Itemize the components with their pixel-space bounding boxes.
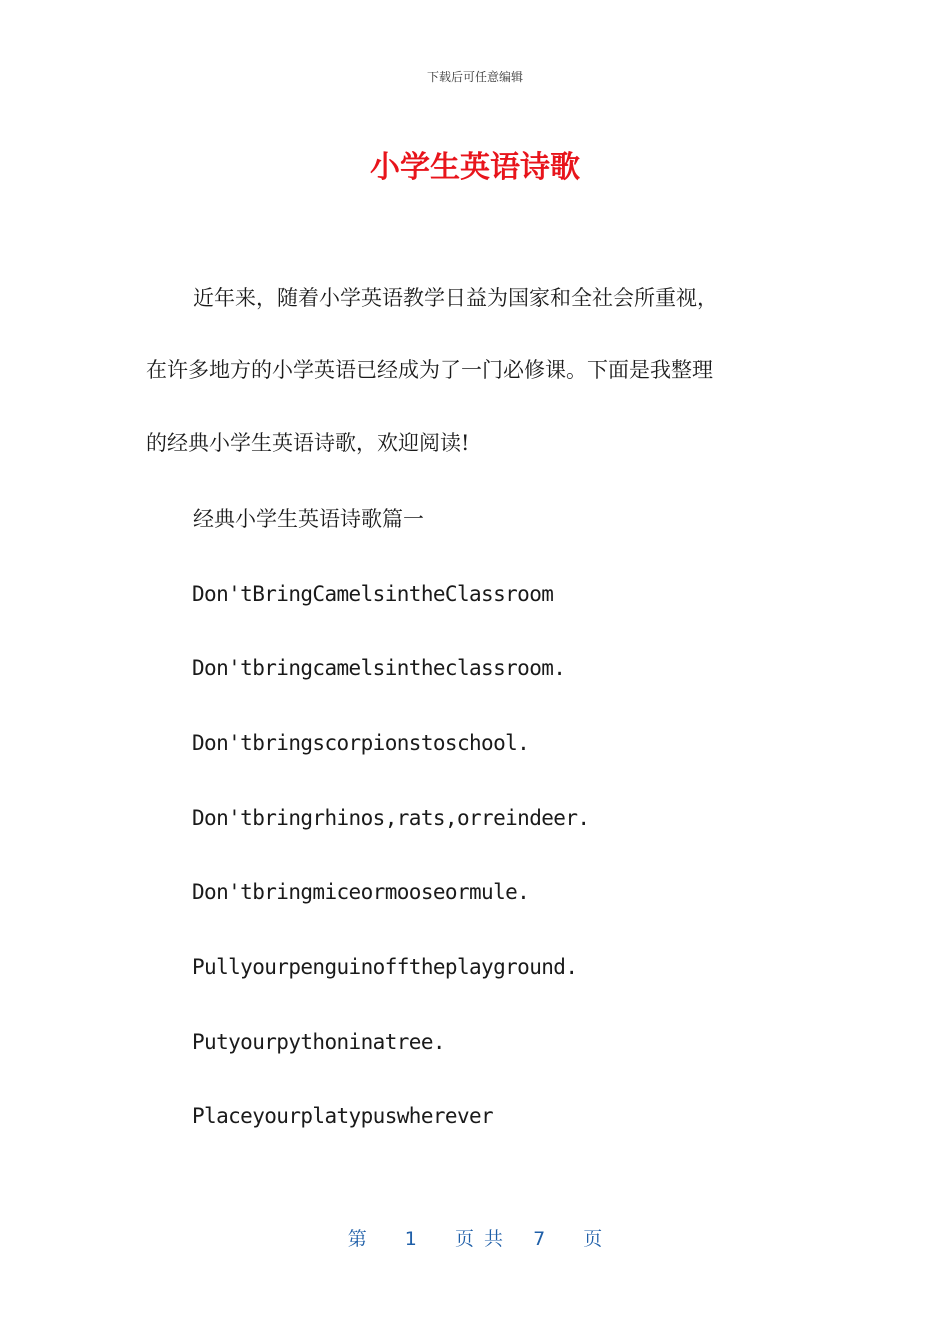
- intro-line-3: 的经典小学生英语诗歌，欢迎阅读!: [146, 431, 470, 455]
- page-total-number: 7: [533, 1228, 546, 1250]
- intro-line-2: 在许多地方的小学英语已经成为了一门必修课。下面是我整理: [146, 358, 713, 382]
- page-label-suffix: 页: [583, 1228, 603, 1250]
- poem-line: Don'tbringmiceormooseormule.: [192, 880, 530, 904]
- poem-line: Don'tBringCamelsintheClassroom: [192, 582, 554, 606]
- intro-line-1: 近年来，随着小学英语教学日益为国家和全社会所重视，: [193, 286, 718, 310]
- page-label-mid: 页共: [454, 1228, 513, 1250]
- poem-line: Placeyourplatypuswherever: [192, 1104, 494, 1128]
- document-title: 小学生英语诗歌: [370, 150, 580, 185]
- page-label-prefix: 第: [347, 1228, 367, 1250]
- page-footer: [0, 1224, 950, 1251]
- poem-line: Don'tbringscorpionstoschool.: [192, 731, 530, 755]
- poem-line: Putyourpythoninatree.: [192, 1030, 445, 1054]
- header-note: 下载后可任意编辑: [426, 70, 523, 84]
- poem-line: Don'tbringrhinos,rats,orreindeer.: [192, 806, 590, 830]
- page-current-number: 1: [404, 1228, 417, 1250]
- section-heading: 经典小学生英语诗歌篇一: [193, 507, 424, 531]
- poem-line: Don'tbringcamelsintheclassroom.: [192, 656, 566, 680]
- poem-line: Pullyourpenguinofftheplayground.: [192, 955, 578, 979]
